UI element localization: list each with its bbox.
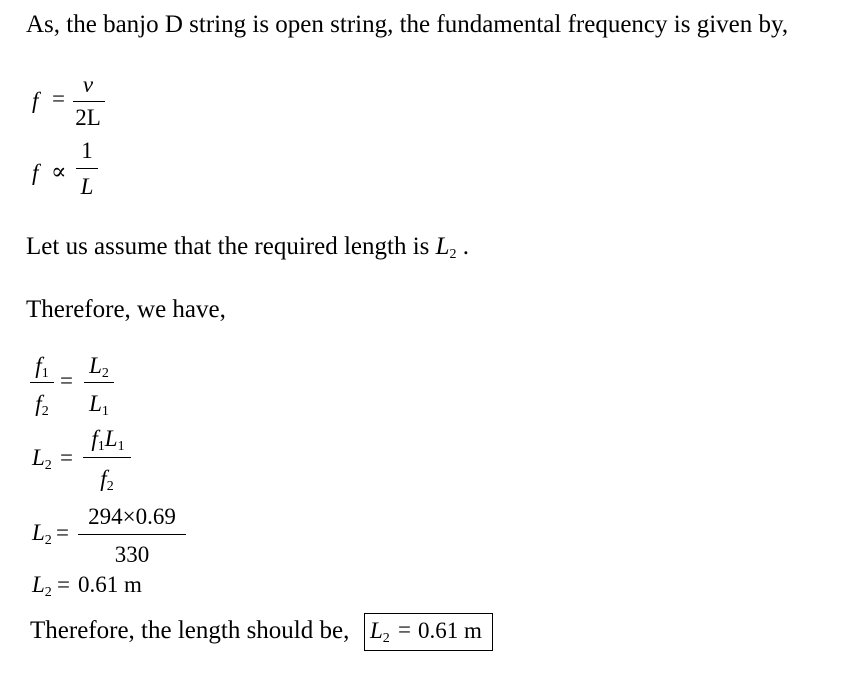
eq6-lhs: $L_2$ [32,572,52,600]
final-answer-value: 0.61 m [418,618,482,643]
eq3-rhs-numerator: $L_2$ [89,353,109,381]
assume-variable-subscript: 2 [449,247,457,262]
eq1-lhs: f [32,88,39,113]
eq1-operator: = [52,86,65,111]
eq4-fraction-bar [83,457,131,458]
assume-text: Let us assume that the required length is [26,233,430,260]
eq5-denominator: 330 [114,542,150,567]
therefore-text: Therefore, we have, [26,296,226,323]
eq3-operator: = [60,368,73,393]
intro-text: As, the banjo D string is open string, the fundamental frequency is given by, [26,11,789,38]
final-answer-operator: = [398,617,411,642]
eq3-rhs-bar [84,382,114,383]
eq2-denominator: L [80,174,94,199]
eq4-denominator: $f_2$ [100,466,114,494]
assume-line [26,233,469,263]
eq3-lhs-denominator: $f_2$ [35,391,49,419]
eq4-lhs: $L_2$ [32,445,52,473]
eq3-rhs-denominator: $L_1$ [89,391,109,419]
final-text: Therefore, the length should be, [30,617,350,644]
eq1-fraction-bar [73,101,105,102]
eq3-lhs-numerator: $f_1$ [35,353,49,381]
eq2-lhs: f [32,160,39,185]
eq2-numerator: 1 [81,138,93,163]
eq5-fraction-bar [78,534,186,535]
eq4-operator: = [60,445,73,470]
eq1-denominator: 2L [75,105,101,130]
assume-period: . [462,233,470,260]
eq5-lhs: $L_2$ [32,520,52,548]
eq2-fraction-bar [76,168,98,169]
eq5-operator: = [56,520,69,545]
eq5-numerator: 294×0.69 [88,504,176,529]
eq6-value: 0.61 m [78,572,142,597]
eq4-numerator: $f_1L_1$ [91,426,125,454]
final-answer-variable: $L_2$ [370,618,390,646]
eq2-operator: ∝ [51,159,67,184]
eq6-operator: = [57,572,70,597]
assume-variable: $L_2$ [435,233,457,262]
eq3-lhs-bar [30,382,54,383]
eq1-numerator: v [82,72,94,97]
